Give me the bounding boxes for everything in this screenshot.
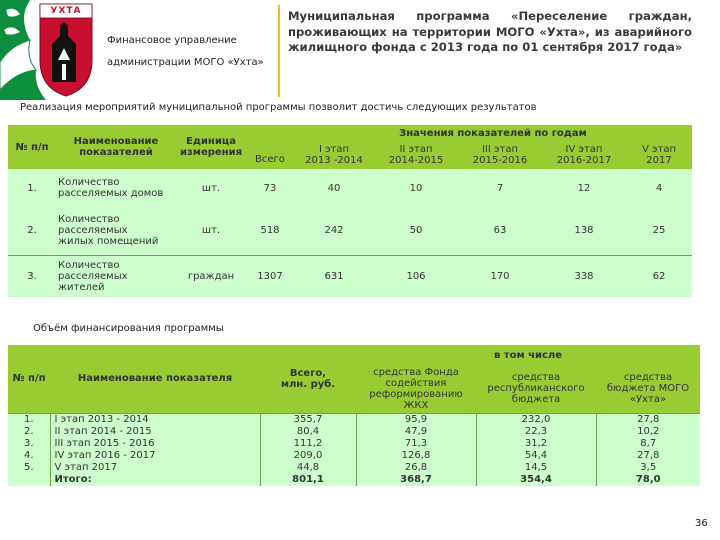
page-number: 36: [695, 518, 708, 529]
header-stage-2: II этап 2014-2015: [388, 144, 444, 166]
header-total: Всего, млн. руб.: [280, 367, 336, 390]
header-indicator-name: Наименование показателей: [73, 136, 159, 158]
coat-of-arms-label: УХТА: [50, 6, 82, 16]
header-stage-4: IV этап 2016-2017: [556, 144, 612, 166]
header-num: № п/п: [15, 141, 49, 153]
program-title: Муниципальная программа «Переселение граждан, проживающих на территории МОГО «Ухта», из аварийного жилищного фонда с 2013 года по 01 сентября 2017 года»: [288, 9, 692, 55]
header-stage-5: V этап 2017: [642, 144, 676, 166]
table-row: 5. V этап 2017 44,8 26,8 14,5 3,5: [8, 462, 700, 474]
org-line-2: администрации МОГО «Ухта»: [107, 57, 264, 68]
header-stage-1: I этап 2013 -2014: [305, 144, 363, 166]
table-row: 3. Количество расселяемых жителей граждан 1307 631 106 170 338 62: [8, 255, 692, 297]
table-row: 4. IV этап 2016 - 2017 209,0 126,8 54,4 27,8: [8, 450, 700, 462]
header-unit: Единица измерения: [179, 136, 243, 158]
results-header-row-1: [8, 125, 692, 141]
org-line-1: Финансовое управление: [107, 35, 237, 46]
header-indicator-name: Наименование показателя: [77, 373, 233, 385]
finance-caption: Объём финансирования программы: [33, 323, 224, 334]
table-row: 2. Количество расселяемых жилых помещений шт. 518 242 50 63 138 25: [8, 207, 692, 255]
header-num: № п/п: [12, 373, 46, 385]
header-values-by-year: Значения показателей по годам: [399, 127, 587, 139]
header-source-republic: средства республиканского бюджета: [487, 372, 585, 406]
intro-text: Реализация мероприятий муниципальной программы позволит достичь следующих результатов: [20, 102, 537, 113]
header-total: Всего: [255, 154, 285, 165]
coat-of-arms: [0, 0, 96, 100]
finance-header-row-1: [8, 345, 700, 365]
total-row: Итого: 801,1 368,7 354,4 78,0: [8, 474, 700, 486]
table-row: 1. Количество расселяемых домов шт. 73 40 10 7 12 4: [8, 169, 692, 207]
table-row: 3. III этап 2015 - 2016 111,2 71,3 31,2 8,7: [8, 438, 700, 450]
table-row: 2. II этап 2014 - 2015 80,4 47,9 22,3 10,2: [8, 426, 700, 438]
header-source-local: средства бюджета МОГО «Ухта»: [606, 372, 690, 406]
table-row: 1. I этап 2013 - 2014 355,7 95,9 232,0 27,8: [8, 413, 700, 426]
finance-table: [8, 345, 700, 486]
slide-header: [0, 0, 720, 100]
header-divider: [278, 5, 280, 97]
header-including: в том числе: [493, 349, 563, 361]
results-table: [8, 125, 692, 297]
organization-name: [107, 30, 264, 74]
header-source-fund: средства Фонда содействия реформированию ЖКХ: [369, 366, 463, 411]
header-stage-3: III этап 2015-2016: [472, 144, 528, 166]
